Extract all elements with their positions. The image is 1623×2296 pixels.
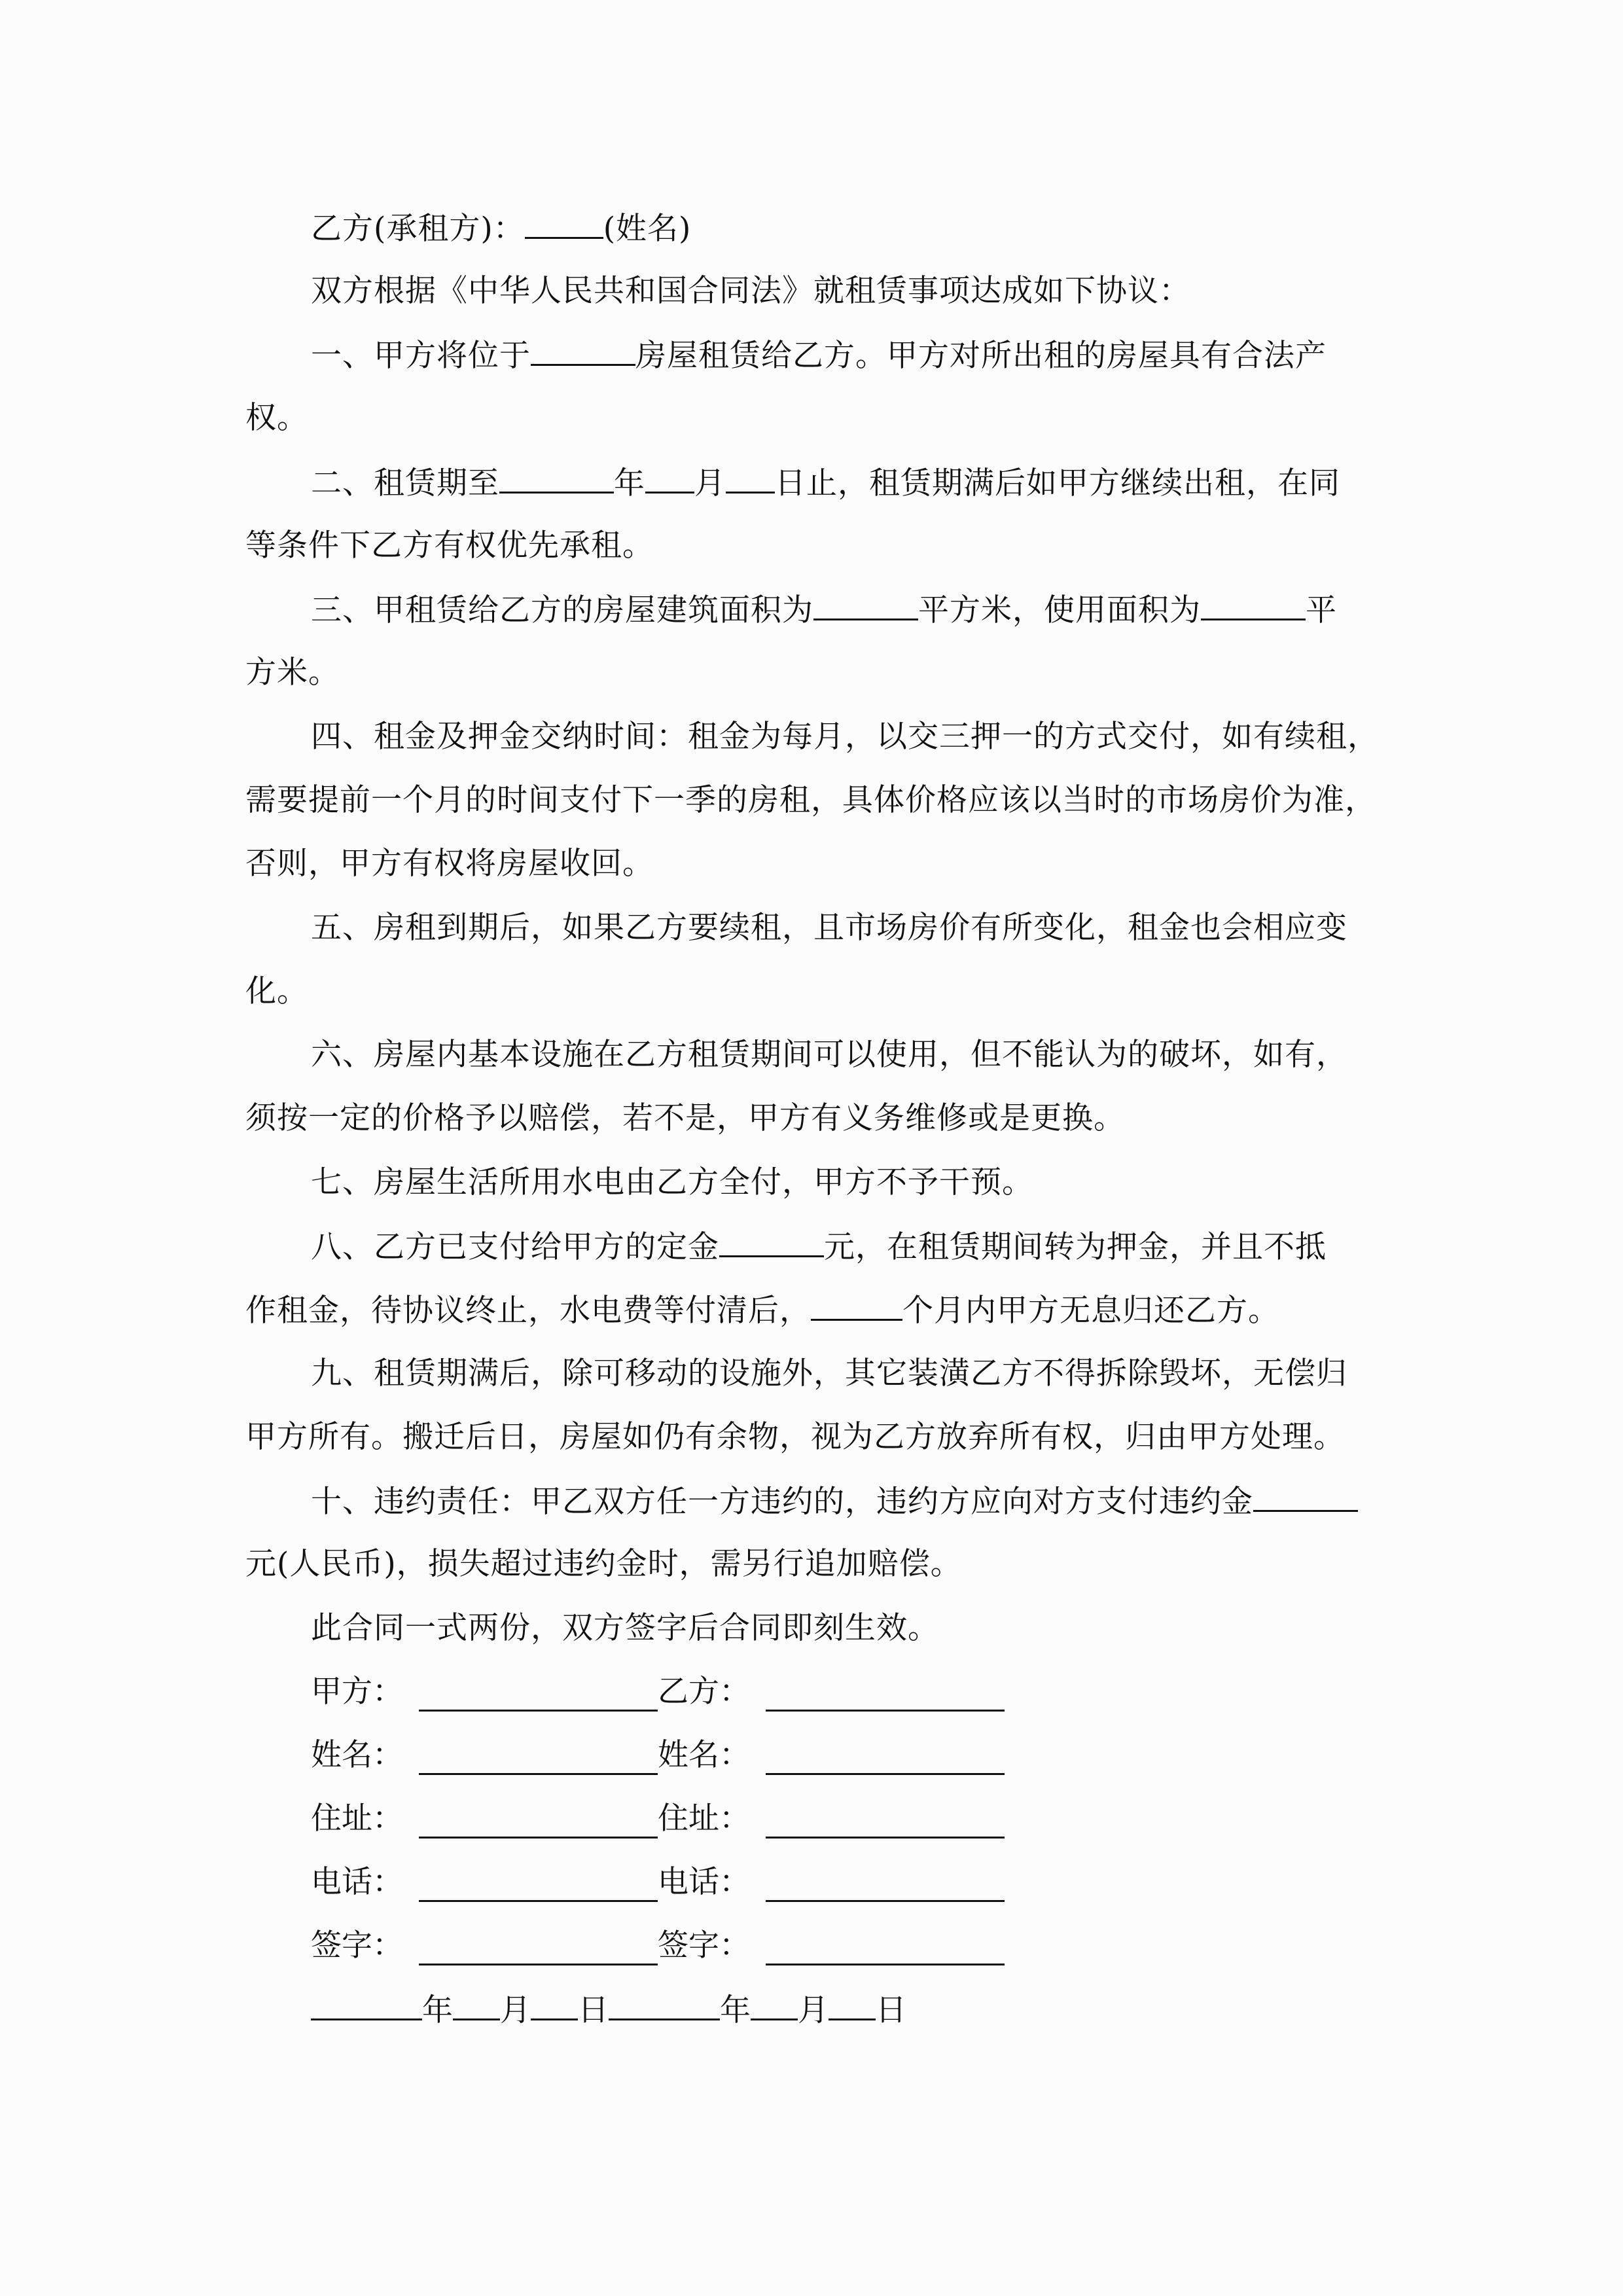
party-b-year-label: 年 [720, 1992, 751, 2028]
building-area-blank[interactable] [813, 590, 918, 620]
lease-end-day-blank[interactable] [726, 463, 775, 493]
intro-paragraph: 双方根据《中华人民共和国合同法》就租赁事项达成如下协议： [311, 273, 1190, 309]
party-a-label: 甲方： [311, 1674, 403, 1710]
party-b-name-field[interactable] [766, 1744, 1005, 1775]
party-a-month-blank[interactable] [453, 1990, 500, 2020]
party-b-month-label: 月 [798, 1992, 829, 2028]
party-b-name-label: 姓名： [658, 1737, 750, 1773]
usable-area-blank[interactable] [1201, 590, 1306, 620]
party-b-label: 乙方(承租方)： [311, 211, 525, 247]
party-a-day-blank[interactable] [531, 1990, 578, 2020]
party-b-sign-label: 签字： [658, 1928, 750, 1964]
clause-4-line-1: 四、租金及押金交纳时间：租金为每月，以交三押一的方式交付，如有续租， [311, 719, 1379, 755]
clause-9-line-2: 甲方所有。搬迁后日，房屋如仍有余物，视为乙方放弃所有权，归由甲方处理。 [245, 1419, 1345, 1455]
party-b-name-blank[interactable] [525, 208, 603, 239]
clause-6-line-1: 六、房屋内基本设施在乙方租赁期间可以使用，但不能认为的破坏，如有， [311, 1037, 1347, 1073]
clause-3-text-c: 平 [1306, 592, 1337, 628]
party-b-suffix: (姓名) [603, 211, 692, 247]
party-b-field[interactable] [766, 1681, 1005, 1712]
signature-dates [311, 1990, 906, 2030]
party-b-year-blank[interactable] [609, 1990, 720, 2020]
party-b-label: 乙方： [658, 1674, 750, 1710]
clause-2-text-b: 日止，租赁期满后如甲方继续出租，在同 [775, 465, 1340, 501]
clause-1-text-b: 房屋租赁给乙方。甲方对所出租的房屋具有合法产 [635, 338, 1327, 374]
clause-8-text-d: 个月内甲方无息归还乙方。 [902, 1293, 1279, 1329]
clause-10-line-1 [311, 1481, 1358, 1522]
clause-5-line-2: 化。 [245, 973, 308, 1009]
deposit-amount-blank[interactable] [719, 1227, 824, 1257]
year-label: 年 [614, 465, 645, 501]
clause-5-line-1: 五、房租到期后，如果乙方要续租，且市场房价有所变化，租金也会相应变 [311, 910, 1347, 946]
lease-end-month-blank[interactable] [645, 463, 694, 493]
signature-row-sign [311, 1926, 1005, 1965]
signature-row-party [311, 1672, 1005, 1712]
party-a-name-field[interactable] [419, 1744, 658, 1775]
signature-row-name [311, 1736, 1005, 1775]
lease-end-year-blank[interactable] [499, 463, 614, 493]
party-a-day-label: 日 [578, 1992, 609, 2028]
clause-8-line-2 [245, 1290, 1279, 1331]
clause-2-text-a: 二、租赁期至 [311, 465, 499, 501]
party-a-sign-field[interactable] [419, 1935, 658, 1965]
signature-row-phone [311, 1863, 1005, 1902]
clause-3-text-b: 平方米，使用面积为 [918, 592, 1201, 628]
party-b-line [311, 208, 691, 249]
party-a-sign-label: 签字： [311, 1928, 403, 1964]
clause-10-line-2: 元(人民币)，损失超过违约金时，需另行追加赔偿。 [245, 1546, 962, 1582]
property-location-blank[interactable] [531, 335, 635, 366]
clause-8-text-a: 八、乙方已支付给甲方的定金 [311, 1229, 719, 1265]
party-a-address-label: 住址： [311, 1801, 403, 1837]
clause-3-line-2: 方米。 [245, 655, 340, 691]
party-a-name-label: 姓名： [311, 1737, 403, 1773]
signature-row-address [311, 1799, 1005, 1839]
closing-statement: 此合同一式两份，双方签字后合同即刻生效。 [311, 1610, 939, 1646]
party-b-day-label: 日 [876, 1992, 906, 2028]
clause-9-line-1: 九、租赁期满后，除可移动的设施外，其它装潢乙方不得拆除毁坏，无偿归 [311, 1355, 1347, 1391]
clause-1-line-1 [311, 335, 1327, 376]
party-a-year-label: 年 [422, 1992, 453, 2028]
party-a-phone-field[interactable] [419, 1871, 658, 1902]
party-b-sign-field[interactable] [766, 1935, 1005, 1965]
clause-2-line-1 [311, 463, 1340, 503]
clause-8-text-c: 作租金，待协议终止，水电费等付清后， [245, 1293, 811, 1329]
party-a-phone-label: 电话： [311, 1864, 403, 1900]
clause-4-line-3: 否则，甲方有权将房屋收回。 [245, 846, 654, 882]
party-b-address-label: 住址： [658, 1801, 750, 1837]
clause-8-text-b: 元，在租赁期间转为押金，并且不抵 [824, 1229, 1327, 1265]
refund-months-blank[interactable] [811, 1290, 902, 1321]
party-a-year-blank[interactable] [311, 1990, 422, 2020]
party-b-address-field[interactable] [766, 1808, 1005, 1839]
party-a-address-field[interactable] [419, 1808, 658, 1839]
clause-3-text-a: 三、甲租赁给乙方的房屋建筑面积为 [311, 592, 813, 628]
clause-4-line-2: 需要提前一个月的时间支付下一季的房租，具体价格应该以当时的市场房价为准， [245, 782, 1376, 818]
party-a-month-label: 月 [500, 1992, 531, 2028]
clause-3-line-1 [311, 590, 1337, 630]
clause-6-line-2: 须按一定的价格予以赔偿，若不是，甲方有义务维修或是更换。 [245, 1100, 1125, 1136]
penalty-amount-blank[interactable] [1253, 1481, 1358, 1512]
party-b-day-blank[interactable] [829, 1990, 876, 2020]
clause-8-line-1 [311, 1227, 1327, 1267]
clause-1-text-a: 一、甲方将位于 [311, 338, 531, 374]
clause-10-text-a: 十、违约责任：甲乙双方任一方违约的，违约方应向对方支付违约金 [311, 1484, 1253, 1520]
clause-7-line-1: 七、房屋生活所用水电由乙方全付，甲方不予干预。 [311, 1164, 1033, 1200]
clause-1-line-2: 权。 [245, 400, 308, 436]
party-b-phone-field[interactable] [766, 1871, 1005, 1902]
party-b-month-blank[interactable] [751, 1990, 798, 2020]
month-label: 月 [694, 465, 726, 501]
party-b-phone-label: 电话： [658, 1864, 750, 1900]
party-a-field[interactable] [419, 1681, 658, 1712]
clause-2-line-2: 等条件下乙方有权优先承租。 [245, 528, 654, 564]
